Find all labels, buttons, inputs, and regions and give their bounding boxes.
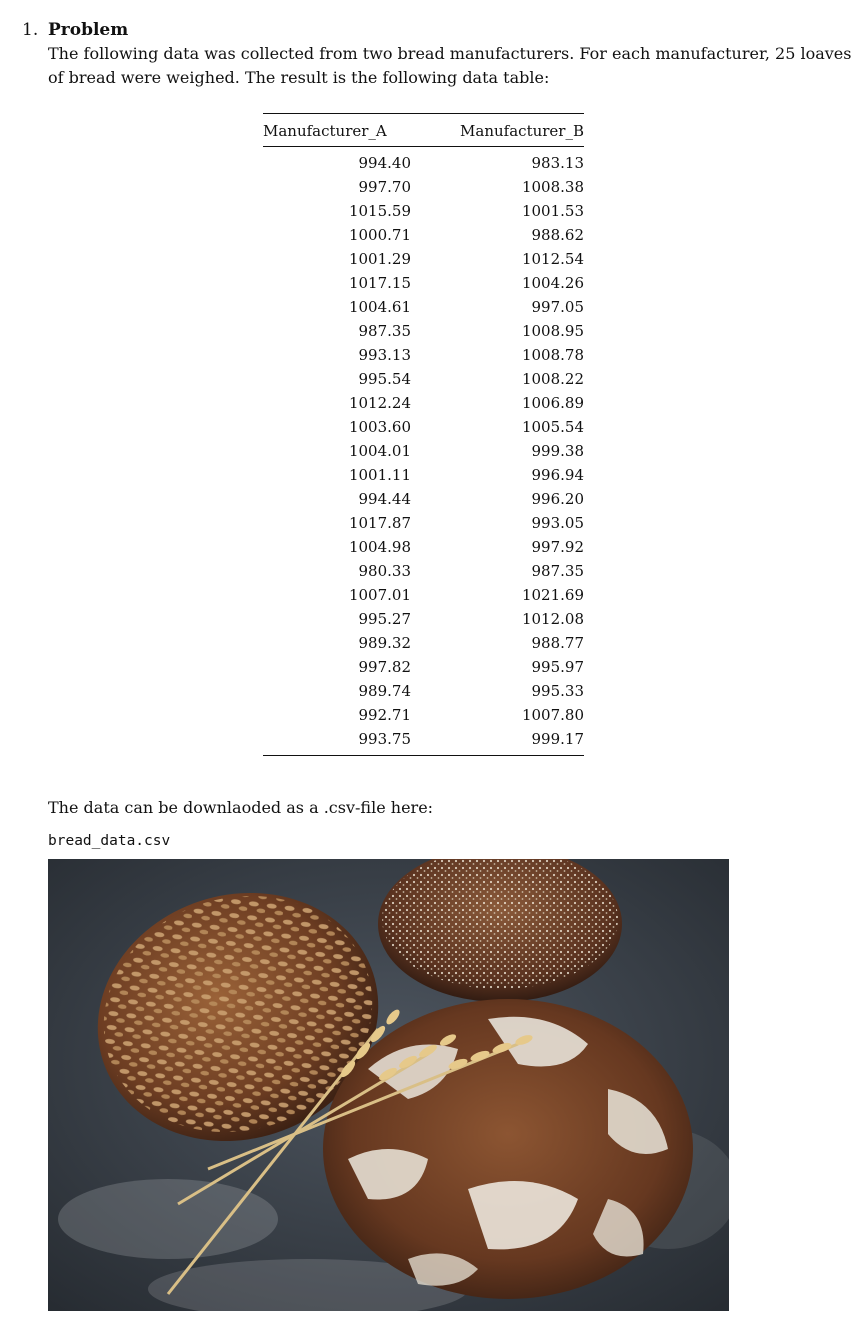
cell-manufacturer-a: 1007.01 bbox=[348, 586, 411, 604]
cell-manufacturer-b: 997.92 bbox=[531, 538, 584, 556]
cell-manufacturer-a: 993.75 bbox=[263, 727, 413, 756]
problem-section bbox=[22, 18, 852, 90]
cell-manufacturer-b: 1001.53 bbox=[521, 202, 584, 220]
cell-manufacturer-a: 1003.60 bbox=[348, 418, 411, 436]
table-row bbox=[263, 631, 584, 655]
table-row bbox=[263, 147, 584, 176]
cell-manufacturer-b: 1006.89 bbox=[521, 394, 584, 412]
table-row bbox=[263, 655, 584, 679]
table-row bbox=[263, 679, 584, 703]
cell-manufacturer-a: 1001.11 bbox=[348, 466, 411, 484]
cell-manufacturer-b: 993.05 bbox=[531, 514, 584, 532]
table-row bbox=[263, 535, 584, 559]
cell-manufacturer-a: 997.82 bbox=[358, 658, 411, 676]
cell-manufacturer-a: 997.70 bbox=[358, 178, 411, 196]
table-row bbox=[263, 319, 584, 343]
problem-heading bbox=[22, 18, 852, 42]
cell-manufacturer-b: 997.05 bbox=[531, 298, 584, 316]
download-text: The data can be downlaoded as a .csv-file here: bbox=[48, 798, 434, 817]
problem-title: Problem bbox=[48, 20, 129, 40]
cell-manufacturer-b: 1005.54 bbox=[521, 418, 584, 436]
table-row bbox=[263, 343, 584, 367]
cell-manufacturer-b: 996.94 bbox=[531, 466, 584, 484]
cell-manufacturer-b: 999.17 bbox=[413, 727, 584, 756]
cell-manufacturer-a: 1001.29 bbox=[348, 250, 411, 268]
table-row bbox=[263, 463, 584, 487]
cell-manufacturer-b: 1021.69 bbox=[521, 586, 584, 604]
cell-manufacturer-b: 996.20 bbox=[531, 490, 584, 508]
cell-manufacturer-b: 1012.08 bbox=[521, 610, 584, 628]
cell-manufacturer-a: 993.13 bbox=[358, 346, 411, 364]
bread-photo bbox=[48, 859, 729, 1311]
header-manufacturer-a: Manufacturer_A bbox=[263, 114, 413, 147]
cell-manufacturer-b: 1008.22 bbox=[521, 370, 584, 388]
cell-manufacturer-a: 987.35 bbox=[358, 322, 411, 340]
table-row bbox=[263, 175, 584, 199]
cell-manufacturer-a: 1017.87 bbox=[348, 514, 411, 532]
table-row bbox=[263, 367, 584, 391]
cell-manufacturer-b: 987.35 bbox=[531, 562, 584, 580]
cell-manufacturer-b: 988.77 bbox=[531, 634, 584, 652]
cell-manufacturer-b: 1012.54 bbox=[521, 250, 584, 268]
cell-manufacturer-a: 1017.15 bbox=[348, 274, 411, 292]
cell-manufacturer-a: 1015.59 bbox=[348, 202, 411, 220]
cell-manufacturer-b: 1008.38 bbox=[521, 178, 584, 196]
csv-download-link[interactable]: bread_data.csv bbox=[48, 833, 171, 849]
cell-manufacturer-a: 989.74 bbox=[358, 682, 411, 700]
table-row bbox=[263, 703, 584, 727]
cell-manufacturer-a: 992.71 bbox=[358, 706, 411, 724]
cell-manufacturer-a: 994.44 bbox=[358, 490, 411, 508]
header-manufacturer-b: Manufacturer_B bbox=[413, 114, 584, 147]
table-row bbox=[263, 295, 584, 319]
table-row bbox=[263, 271, 584, 295]
cell-manufacturer-b: 1004.26 bbox=[521, 274, 584, 292]
table-header-row bbox=[263, 114, 584, 147]
cell-manufacturer-b: 1008.78 bbox=[521, 346, 584, 364]
cell-manufacturer-a: 1000.71 bbox=[348, 226, 411, 244]
table-row bbox=[263, 199, 584, 223]
table-row bbox=[263, 439, 584, 463]
table-row bbox=[263, 415, 584, 439]
cell-manufacturer-a: 995.54 bbox=[358, 370, 411, 388]
table-row bbox=[263, 487, 584, 511]
bread-data-table bbox=[263, 113, 584, 756]
table-row bbox=[263, 583, 584, 607]
bread-photo-icon bbox=[48, 859, 729, 1311]
cell-manufacturer-a: 1004.61 bbox=[348, 298, 411, 316]
table-row bbox=[263, 727, 584, 756]
table-row bbox=[263, 391, 584, 415]
cell-manufacturer-b: 988.62 bbox=[531, 226, 584, 244]
cell-manufacturer-b: 995.97 bbox=[531, 658, 584, 676]
problem-number: 1. bbox=[22, 20, 39, 40]
table-body bbox=[263, 147, 584, 756]
cell-manufacturer-a: 1012.24 bbox=[348, 394, 411, 412]
problem-intro: The following data was collected from two bread manufacturers. For each manufacturer, 25 loaves of bread were weighed. The result is the following data table: bbox=[48, 44, 852, 87]
table-row bbox=[263, 247, 584, 271]
cell-manufacturer-a: 989.32 bbox=[358, 634, 411, 652]
cell-manufacturer-b: 1007.80 bbox=[521, 706, 584, 724]
cell-manufacturer-a: 1004.01 bbox=[348, 442, 411, 460]
table-row bbox=[263, 511, 584, 535]
cell-manufacturer-b: 983.13 bbox=[531, 154, 584, 172]
cell-manufacturer-a: 995.27 bbox=[358, 610, 411, 628]
cell-manufacturer-b: 995.33 bbox=[531, 682, 584, 700]
cell-manufacturer-b: 1008.95 bbox=[521, 322, 584, 340]
table-row bbox=[263, 559, 584, 583]
table-row bbox=[263, 607, 584, 631]
table-row bbox=[263, 223, 584, 247]
cell-manufacturer-a: 1004.98 bbox=[348, 538, 411, 556]
cell-manufacturer-b: 999.38 bbox=[531, 442, 584, 460]
cell-manufacturer-a: 994.40 bbox=[358, 154, 411, 172]
cell-manufacturer-a: 980.33 bbox=[358, 562, 411, 580]
